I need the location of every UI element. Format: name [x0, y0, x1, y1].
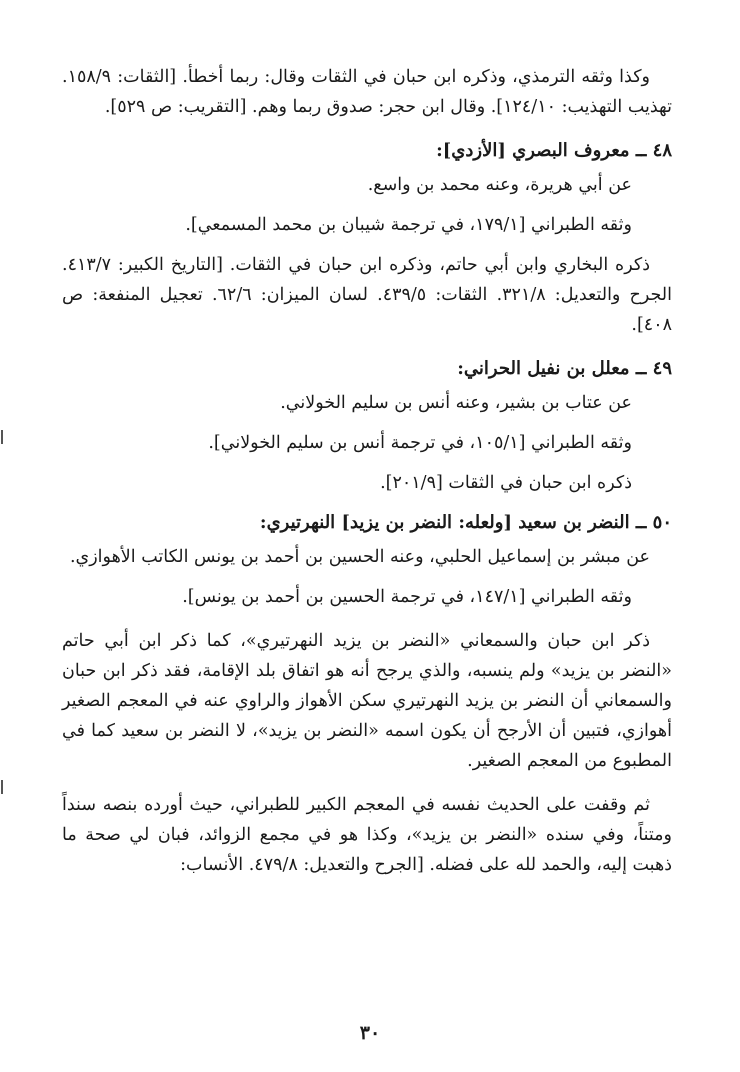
narrator-paragraph: عن مبشر بن إسماعيل الحلبي، وعنه الحسين بن أحمد بن يونس الكاتب الأهوازي. — [69, 547, 650, 567]
narrator-line: عن أبي هريرة، وعنه محمد بن واسع. — [367, 175, 632, 195]
entry-48 — [62, 136, 672, 340]
narrator-line: عن عتاب بن بشير، وعنه أنس بن سليم الخولاني. — [280, 393, 632, 413]
entry-50 — [62, 508, 672, 880]
tabarani-citation: وثقه الطبراني [١٤٧/١، في ترجمة الحسين بن أحمد بن يونس]. — [182, 587, 632, 607]
scan-edge-mark — [1, 780, 3, 794]
conclusion-paragraph: ثم وقفت على الحديث نفسه في المعجم الكبير للطبراني، حيث أورده بنصه سنداً ومتناً، وفي سنده «النضر بن يزيد»، وكذا هو في مجمع الزوائد، فبان لي صحة ما ذهبت إليه، والحمد لله على فضله. [الجرح والتعديل: ٤٧٩/٨. الأنساب: — [62, 795, 672, 875]
discussion-paragraph: ذكر ابن حبان والسمعاني «النضر بن يزيد النهرتيري»، كما ذكر ابن أبي حاتم «النضر بن يزيد» ولم ينسبه، والذي يرجح أنه هو اتفاق بلد الإقامة، فقد ذكر ابن حبان والسمعاني أن النضر بن يزيد النهرتيري سكن الأهواز والراوي عنه في المعجم الصغير أهوازي، فتبين أن الأرجح أن يكون اسمه «النضر بن يزيد»، لا النضر بن سعيد كما في المطبوع من المعجم الصغير. — [62, 631, 672, 771]
document-page — [62, 62, 672, 894]
tabarani-citation: وثقه الطبراني [١٧٩/١، في ترجمة شيبان بن محمد المسمعي]. — [185, 215, 632, 235]
page-number: ٣٠ — [359, 1022, 381, 1044]
entry-title: ٥٠ ــ النضر بن سعيد [ولعله: النضر بن يزيد] النهرتيري: — [259, 512, 672, 533]
tabarani-citation: وثقه الطبراني [١٠٥/١، في ترجمة أنس بن سليم الخولاني]. — [208, 433, 632, 453]
ibn-hibban-citation: ذكره ابن حبان في الثقات [٢٠١/٩]. — [380, 473, 632, 493]
references-paragraph: ذكره البخاري وابن أبي حاتم، وذكره ابن حبان في الثقات. [التاريخ الكبير: ٤١٣/٧. الجرح والتعديل: ٣٢١/٨. الثقات: ٤٣٩/٥. لسان الميزان: ٦٢/٦. تعجيل المنفعة: ص ٤٠٨]. — [62, 255, 672, 335]
entry-title: ٤٩ ــ معلل بن نفيل الحراني: — [457, 358, 672, 379]
entry-title: ٤٨ ــ معروف البصري [الأزدي]: — [436, 140, 672, 161]
intro-paragraph: وكذا وثقه الترمذي، وذكره ابن حبان في الثقات وقال: ربما أخطأ. [الثقات: ١٥٨/٩. تهذيب التهذيب: ١٢٤/١٠]. وقال ابن حجر: صدوق ربما وهم. [التقريب: ص ٥٢٩]. — [62, 67, 672, 117]
scan-edge-mark — [1, 430, 3, 444]
entry-49 — [62, 354, 672, 498]
